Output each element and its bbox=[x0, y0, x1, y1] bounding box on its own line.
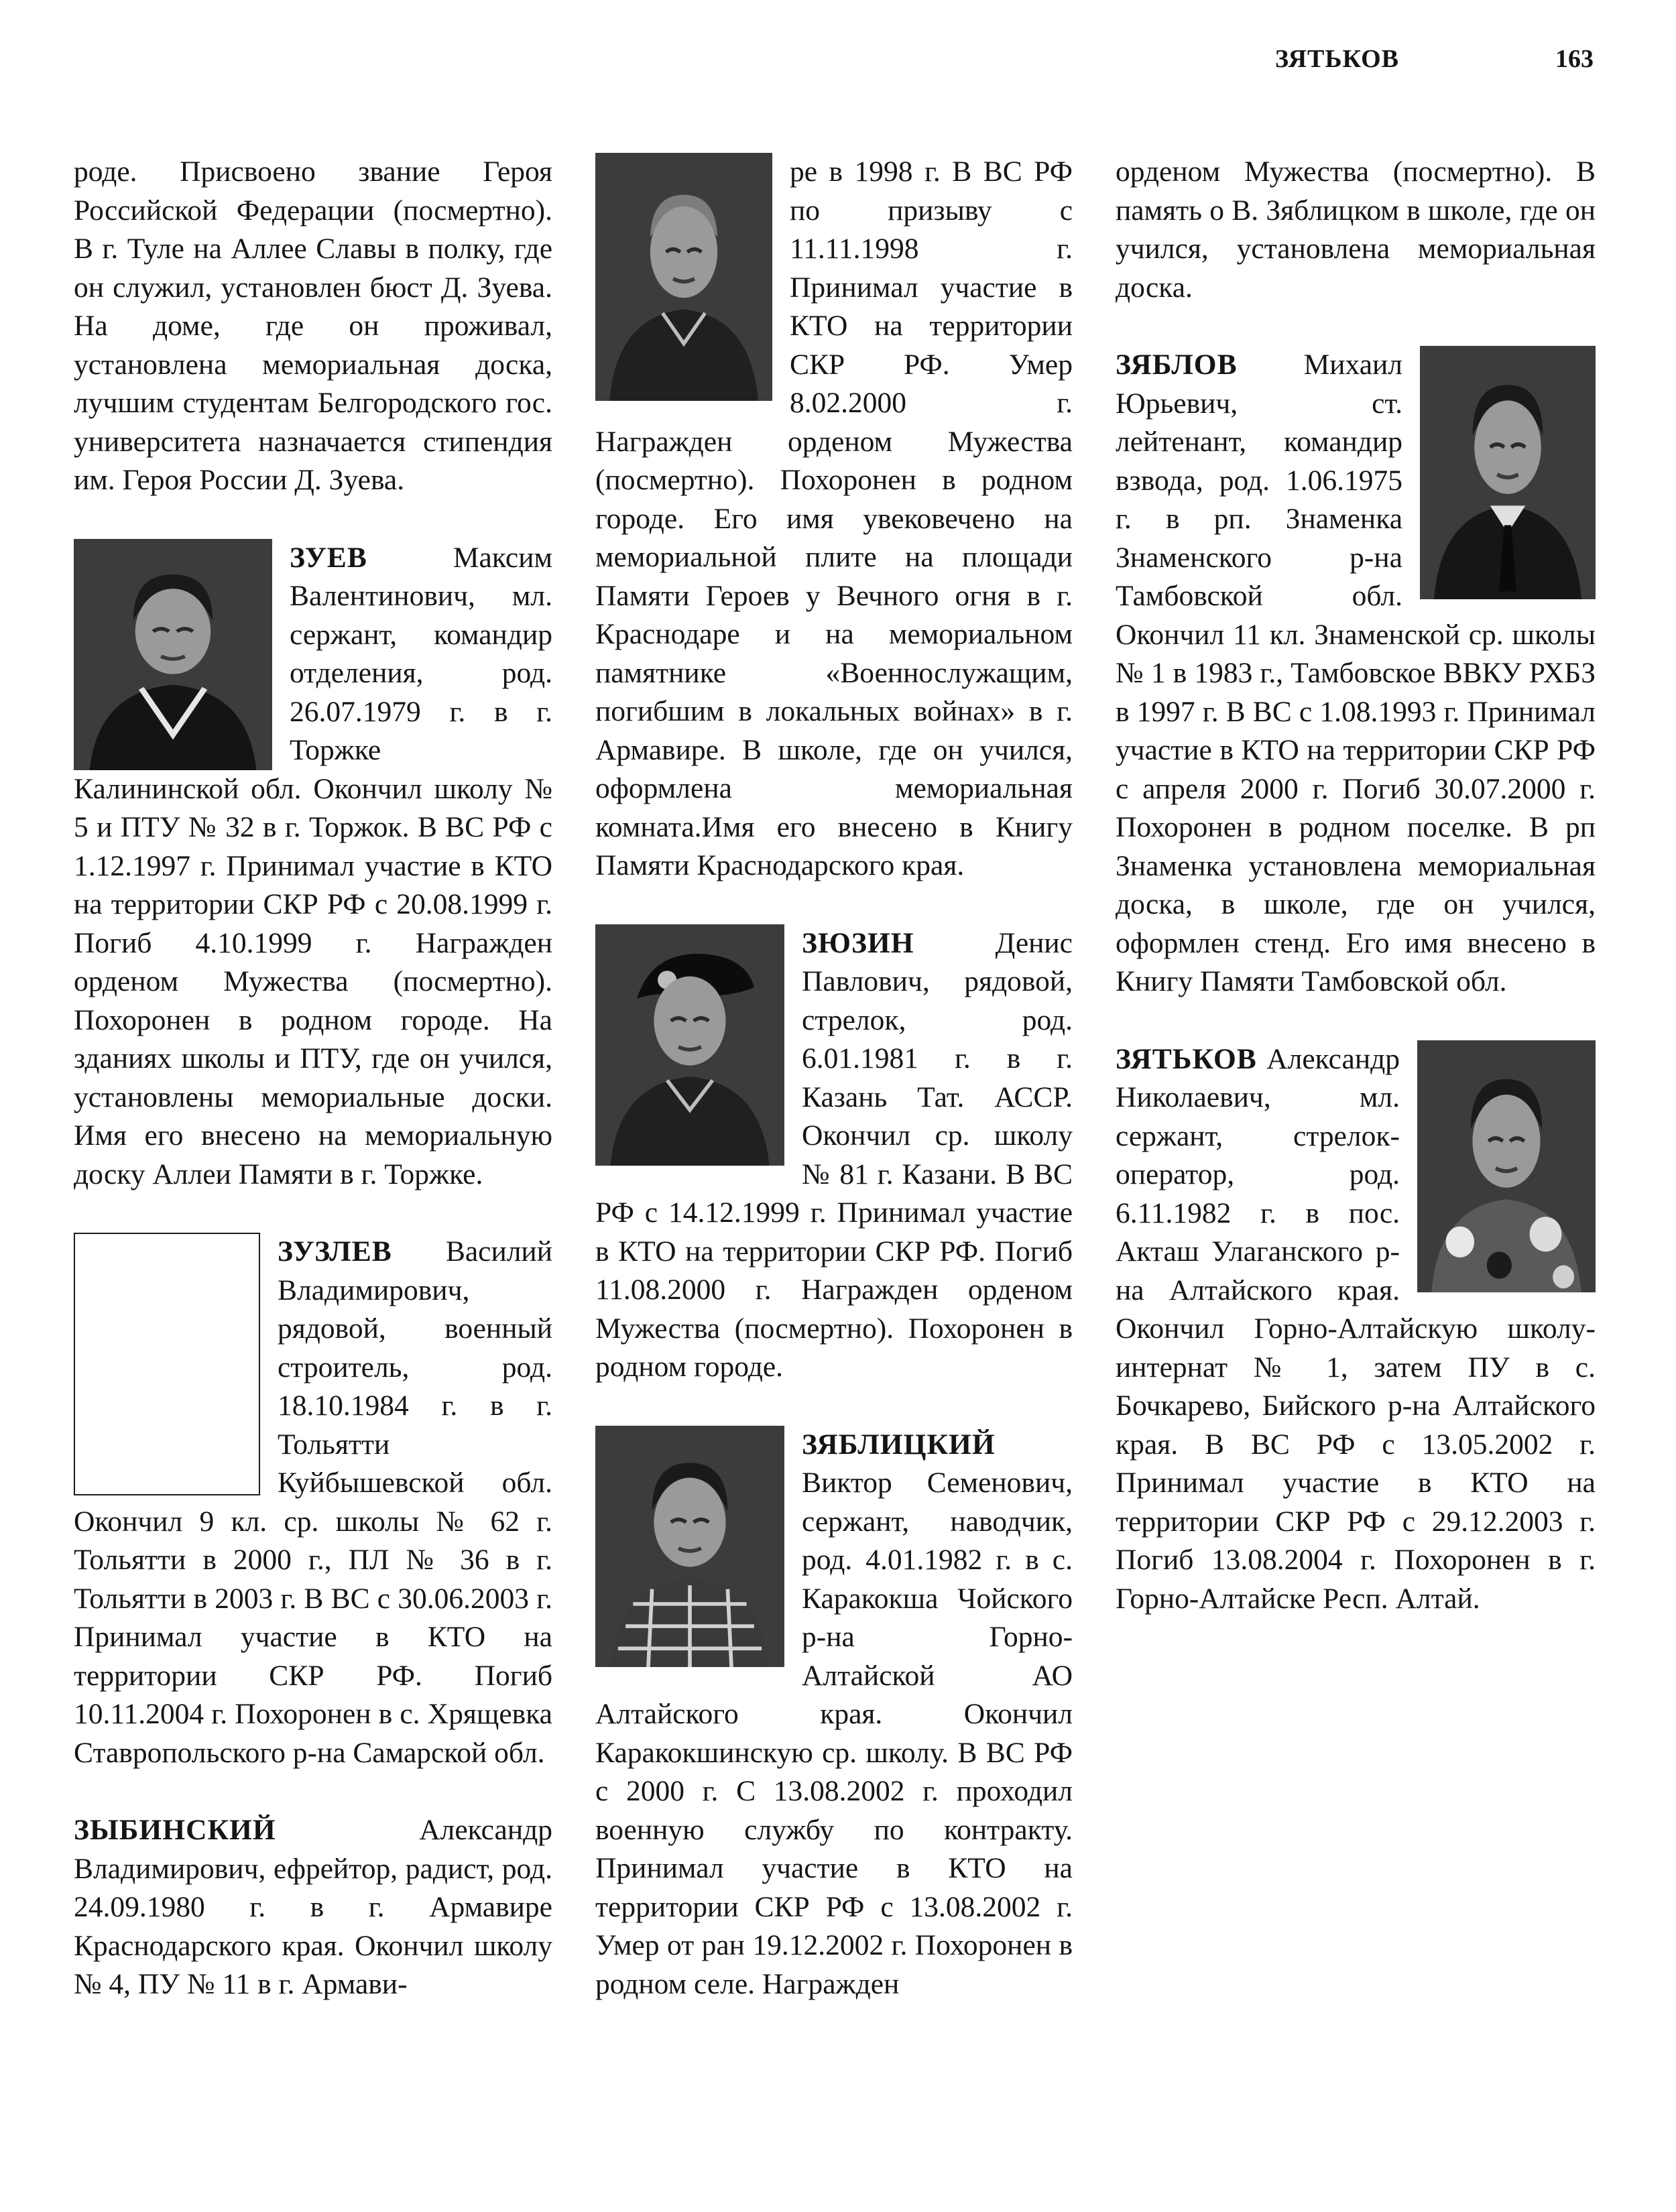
portrait-photo-beret bbox=[595, 924, 784, 1166]
entry-surname: ЗЮЗИН bbox=[802, 926, 914, 959]
entry-text: Денис Павлович, рядовой, стрелок, род. 6.01.1981 г. в г. Казань Тат. АССР. Окончил ср. школу № 81 г. Казани. В ВС РФ с 14.12.1999 г. Принимал участие в КТО на территории СКР РФ. Погиб 11.08.2000 г. Награжден орденом Мужества (посмертно). Похоронен в родном городе. bbox=[595, 926, 1073, 1383]
entry-surname: ЗУЗЛЕВ bbox=[278, 1235, 392, 1268]
empty-photo-frame bbox=[74, 1233, 260, 1495]
entry-zuev-d-continuation bbox=[74, 153, 552, 500]
entry-zuzlev bbox=[74, 1233, 552, 1772]
running-header bbox=[0, 44, 1676, 84]
entry-text: роде. Присвоено звание Героя Российской Федерации (посмертно). В г. Туле на Аллее Славы в полку, где он служил, установлен бюст Д. Зуева. На доме, где он проживал, установлена мемориальная доска, лучшим студентам Белгородского гос. университета назначается стипендия им. Героя России Д. Зуева. bbox=[74, 156, 552, 496]
entry-text: Александр Владимирович, ефрейтор, радист, род. 24.09.1980 г. в г. Армавире Краснодарского края. Окончил школу № 4, ПУ № 11 в г. Армави- bbox=[74, 1814, 552, 2000]
entry-text: Максим Валентинович, мл. сержант, командир отделения, род. 26.07.1979 г. в г. Торжке Калининской обл. Окончил школу № 5 и ПТУ № 32 в г. Торжок. В ВС РФ с 1.12.1997 г. Принимал участие в КТО на территории СКР РФ с 20.08.1999 г. Погиб 4.10.1999 г. Награжден орденом Мужества (посмертно). Похоронен в родном городе. На зданиях школы и ПТУ, где он учился, установлены мемориальные доски. Имя его внесено на мемориальную доску Аллеи Памяти в г. Торжке. bbox=[74, 541, 552, 1190]
entry-text: орденом Мужества (посмертно). В память о В. Зяблицком в школе, где он учился, установлена мемориальная доска. bbox=[1116, 156, 1596, 304]
column-1 bbox=[74, 153, 552, 2004]
entry-zyablitsky bbox=[595, 1426, 1073, 2004]
entry-surname: ЗЫБИНСКИЙ bbox=[74, 1814, 276, 1846]
entry-surname: ЗЯТЬКОВ bbox=[1116, 1042, 1257, 1075]
entry-zyablitsky-continuation bbox=[1116, 153, 1596, 307]
entry-zyatkov bbox=[1116, 1040, 1596, 1619]
page-number: 163 bbox=[1555, 45, 1594, 73]
entry-zybinsky bbox=[74, 1811, 552, 2004]
entry-zyablov bbox=[1116, 346, 1596, 1001]
entry-text: Виктор Семенович, сержант, наводчик, род. 4.01.1982 г. в с. Каракокша Чойского р-на Горно-Алтайской АО Алтайского края. Окончил Каракокшинскую ср. школу. В ВС РФ с 2000 г. С 13.08.2002 г. проходил военную службу по контракту. Принимал участие в КТО на территории СКР РФ с 13.08.2002 г. Умер от ран 19.12.2002 г. Похоронен в родном селе. Награжден bbox=[595, 1467, 1073, 2000]
running-head-title: ЗЯТЬКОВ bbox=[1275, 45, 1400, 73]
portrait-photo-camouflage bbox=[1417, 1040, 1596, 1292]
entry-zyuzin bbox=[595, 924, 1073, 1387]
column-2 bbox=[595, 153, 1073, 2004]
entry-zybinsky-continuation bbox=[595, 153, 1073, 885]
portrait-photo-shaved-head bbox=[595, 153, 772, 401]
entry-zuev-m bbox=[74, 539, 552, 1194]
entry-surname: ЗЯБЛИЦКИЙ bbox=[802, 1428, 996, 1461]
portrait-photo-uniform-tie bbox=[1420, 346, 1596, 599]
entry-text: Александр Николаевич, мл. сержант, стрелок-оператор, род. 6.11.1982 г. в пос. Акташ Улаганского р-на Алтайского края. Окончил Горно-Алтайскую школу-интернат № 1, затем ПУ в с. Бочкарево, Бийского р-на Алтайского края. В ВС РФ с 13.05.2002 г. Принимал участие в КТО на территории СКР РФ с 29.12.2003 г. Погиб 13.08.2004 г. Похоронен в г. Горно-Алтайске Респ. Алтай. bbox=[1116, 1042, 1596, 1615]
entry-text: Михаил Юрьевич, ст. лейтенант, командир взвода, род. 1.06.1975 г. в рп. Знаменка Знаменского р-на Тамбовской обл. Окончил 11 кл. Знаменской ср. школы № 1 в 1983 г., Тамбовское ВВКУ РХБЗ в 1997 г. В ВС с 1.08.1993 г. Принимал участие в КТО на территории СКР РФ с апреля 2000 г. Погиб 30.07.2000 г. Похоронен в родном поселке. В рп Знаменка установлена мемориальная доска, в школе, где он учился, оформлен стенд. Его имя внесено в Книгу Памяти Тамбовской обл. bbox=[1116, 349, 1596, 997]
portrait-photo-beret-sailor bbox=[74, 539, 272, 770]
column-3 bbox=[1116, 153, 1596, 1618]
entry-surname: ЗУЕВ bbox=[290, 541, 367, 574]
entry-text: Василий Владимирович, рядовой, военный строитель, род. 18.10.1984 г. в г. Тольятти Куйбышевской обл. Окончил 9 кл. ср. школы № 62 г. Тольятти в 2000 г., ПЛ № 36 в г. Тольятти в 2003 г. В ВС с 30.06.2003 г. Принимал участие в КТО на территории СКР РФ. Погиб 10.11.2004 г. Похоронен в с. Хрящевка Ставропольского р-на Самарской обл. bbox=[74, 1235, 552, 1769]
entry-text: ре в 1998 г. В ВС РФ по призыву с 11.11.1998 г. Принимал участие в КТО на территории СКР РФ. Умер 8.02.2000 г. Награжден орденом Мужества (посмертно). Похоронен в родном городе. Его имя увековечено на мемориальной плите на площади Памяти Героев у Вечного огня в г. Краснодаре и на мемориальном памятнике «Военнослужащим, погибшим в локальных войнах» в г. Армавире. В школе, где он учился, оформлена мемориальная комната.Имя его внесено в Книгу Памяти Краснодарского края. bbox=[595, 156, 1073, 881]
entry-surname: ЗЯБЛОВ bbox=[1116, 349, 1238, 381]
portrait-photo-plaid-shirt bbox=[595, 1426, 784, 1667]
